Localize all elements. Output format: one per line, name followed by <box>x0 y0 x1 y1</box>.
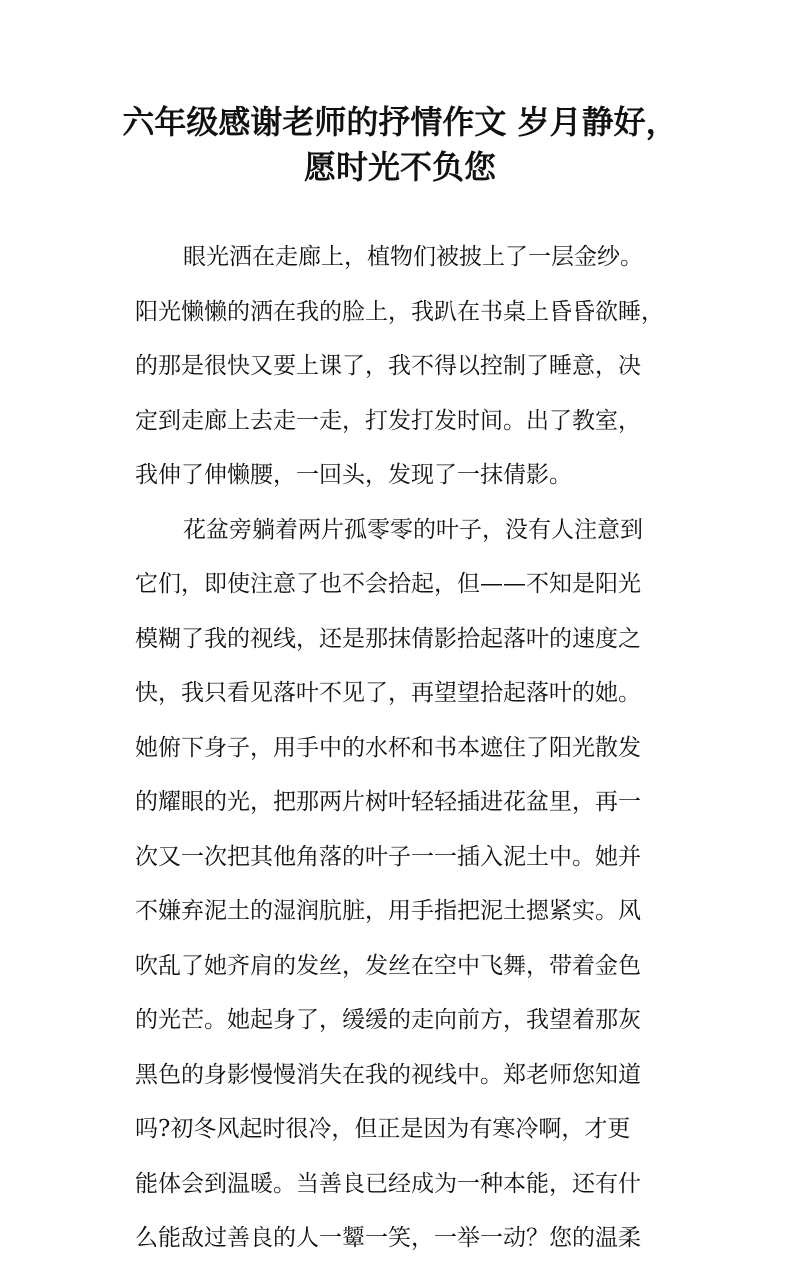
text-line: 吗?初冬风起时很冷，但正是因为有寒冷啊，才更 <box>135 1116 631 1142</box>
text-line: 快，我只看见落叶不见了，再望望拾起落叶的她。 <box>135 680 641 706</box>
text-line: 次又一次把其他角落的叶子一一插入泥土中。她并 <box>135 843 641 870</box>
text-line: 眼光洒在走廊上，植物们被披上了一层金纱。 <box>183 244 643 270</box>
text-line: 能体会到温暖。当善良已经成为一种本能，还有什 <box>135 1170 641 1197</box>
text-line: 么能敌过善良的人一颦一笑，一举一动？您的温柔 <box>135 1225 641 1251</box>
text-line: 定到走廊上去走一走，打发打发时间。出了教室， <box>135 407 641 434</box>
text-line: 的光芒。她起身了，缓缓的走向前方，我望着那灰 <box>135 1007 641 1033</box>
title-line-2: 愿时光不负您 <box>303 148 496 186</box>
document-title <box>100 100 700 190</box>
text-line: 黑色的身影慢慢消失在我的视线中。郑老师您知道 <box>135 1061 641 1088</box>
text-line: 的耀眼的光，把那两片树叶轻轻插进花盆里，再一 <box>135 789 641 815</box>
text-line: 不嫌弃泥土的湿润肮脏，用手指把泥土摁紧实。风 <box>135 898 641 924</box>
text-line: 吹乱了她齐肩的发丝，发丝在空中飞舞，带着金色 <box>135 952 641 979</box>
text-line: 它们，即使注意了也不会拾起，但——不知是阳光 <box>135 571 641 597</box>
article-body <box>135 230 675 1266</box>
title-line-1: 六年级感谢老师的抒情作文 岁月静好， <box>122 103 678 141</box>
text-line: 的那是很快又要上课了，我不得以控制了睡意，决 <box>135 353 641 379</box>
text-line: 我伸了伸懒腰，一回头，发现了一抹倩影。 <box>135 462 572 488</box>
text-line: 花盆旁躺着两片孤零零的叶子，没有人注意到 <box>183 516 643 543</box>
text-line: 模糊了我的视线，还是那抹倩影拾起落叶的速度之 <box>135 625 641 652</box>
text-line: 阳光懒懒的洒在我的脸上，我趴在书桌上昏昏欲睡， <box>135 298 664 325</box>
text-line: 她俯下身子，用手中的水杯和书本遮住了阳光散发 <box>135 734 641 761</box>
